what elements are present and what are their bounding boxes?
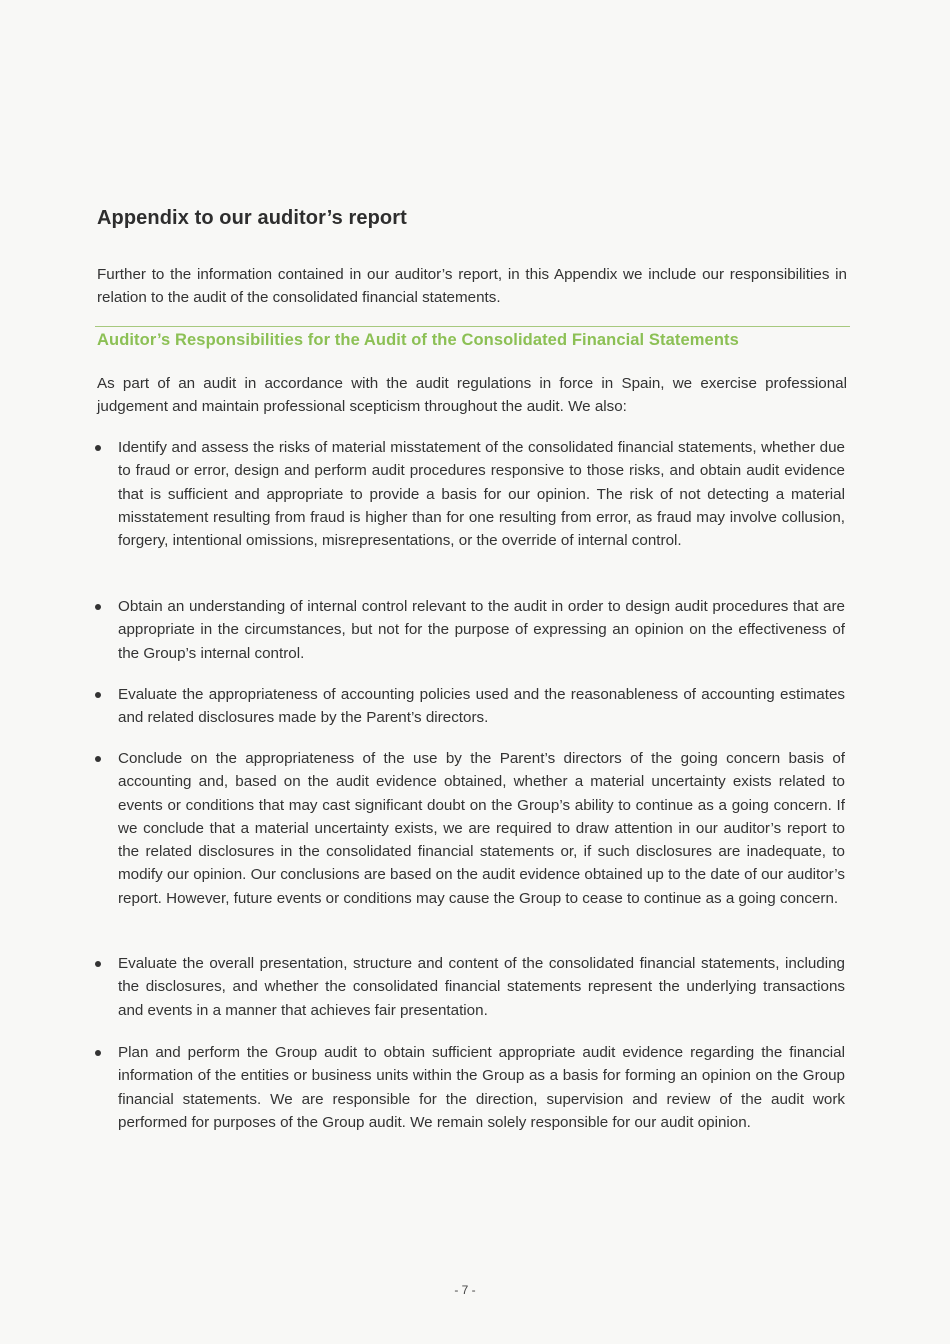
lead-paragraph: As part of an audit in accordance with the audit regulations in force in Spain, we exercise professional judgement and maintain professional scepticism throughout the audit. We also: — [97, 375, 847, 415]
list-item-text: Identify and assess the risks of material misstatement of the consolidated financial statements, whether due to fraud or error, design and perform audit procedures responsive to those risks, and obtain audit evidence that is sufficient and appropriate to provide a basis for our opinion. The risk of not detecting a material misstatement resulting from fraud is higher than for one resulting from error, as fraud may involve collusion, forgery, intentional omissions, misrepresentations, or the override of internal control. — [118, 439, 845, 550]
list-item-text: Conclude on the appropriateness of the use by the Parent’s directors of the going concern basis of accounting and, based on the audit evidence obtained, whether a material uncertainty exists related to events or conditions that may cast significant doubt on the Group’s ability to continue as a going concern. If we conclude that a material uncertainty exists, we are required to draw attention in our auditor’s report to the related disclosures in the consolidated financial statements or, if such disclosures are inadequate, to modify our opinion. Our conclusions are based on the audit evidence obtained up to the date of our auditor’s report. However, future events or conditions may cause the Group to cease to continue as a going concern. — [118, 750, 845, 907]
page-number: - 7 - — [454, 1283, 476, 1297]
list-item-text: Obtain an understanding of internal control relevant to the audit in order to design audit procedures that are appropriate in the circumstances, but not for the purpose of expressing an opinion on the effectiveness of the Group’s internal control. — [118, 598, 845, 662]
section-heading: Auditor’s Responsibilities for the Audit of the Consolidated Financial Statements — [97, 331, 739, 349]
list-item-text: Plan and perform the Group audit to obtain sufficient appropriate audit evidence regarding the financial information of the entities or business units within the Group as a basis for forming an opinion on the Group financial statements. We are responsible for the direction, supervision and review of the audit work performed for purposes of the Group audit. We remain solely responsible for our audit opinion. — [118, 1044, 845, 1131]
bullet-icon — [95, 692, 101, 698]
bullet-icon — [95, 961, 101, 967]
list-item-text: Evaluate the appropriateness of accounting policies used and the reasonableness of accounting estimates and related disclosures made by the Parent’s directors. — [118, 686, 845, 727]
bullet-icon — [95, 604, 101, 610]
bullet-icon — [95, 756, 101, 762]
bullet-icon — [95, 1050, 101, 1056]
bullet-icon — [95, 445, 101, 451]
appendix-heading: Appendix to our auditor’s report — [97, 207, 407, 229]
section-divider — [95, 326, 850, 327]
list-item-text: Evaluate the overall presentation, structure and content of the consolidated financial statements, including the disclosures, and whether the consolidated financial statements represent the underlying transactions and events in a manner that achieves fair presentation. — [118, 955, 845, 1019]
intro-paragraph: Further to the information contained in our auditor’s report, in this Appendix we include our responsibilities in relation to the audit of the consolidated financial statements. — [97, 266, 847, 306]
